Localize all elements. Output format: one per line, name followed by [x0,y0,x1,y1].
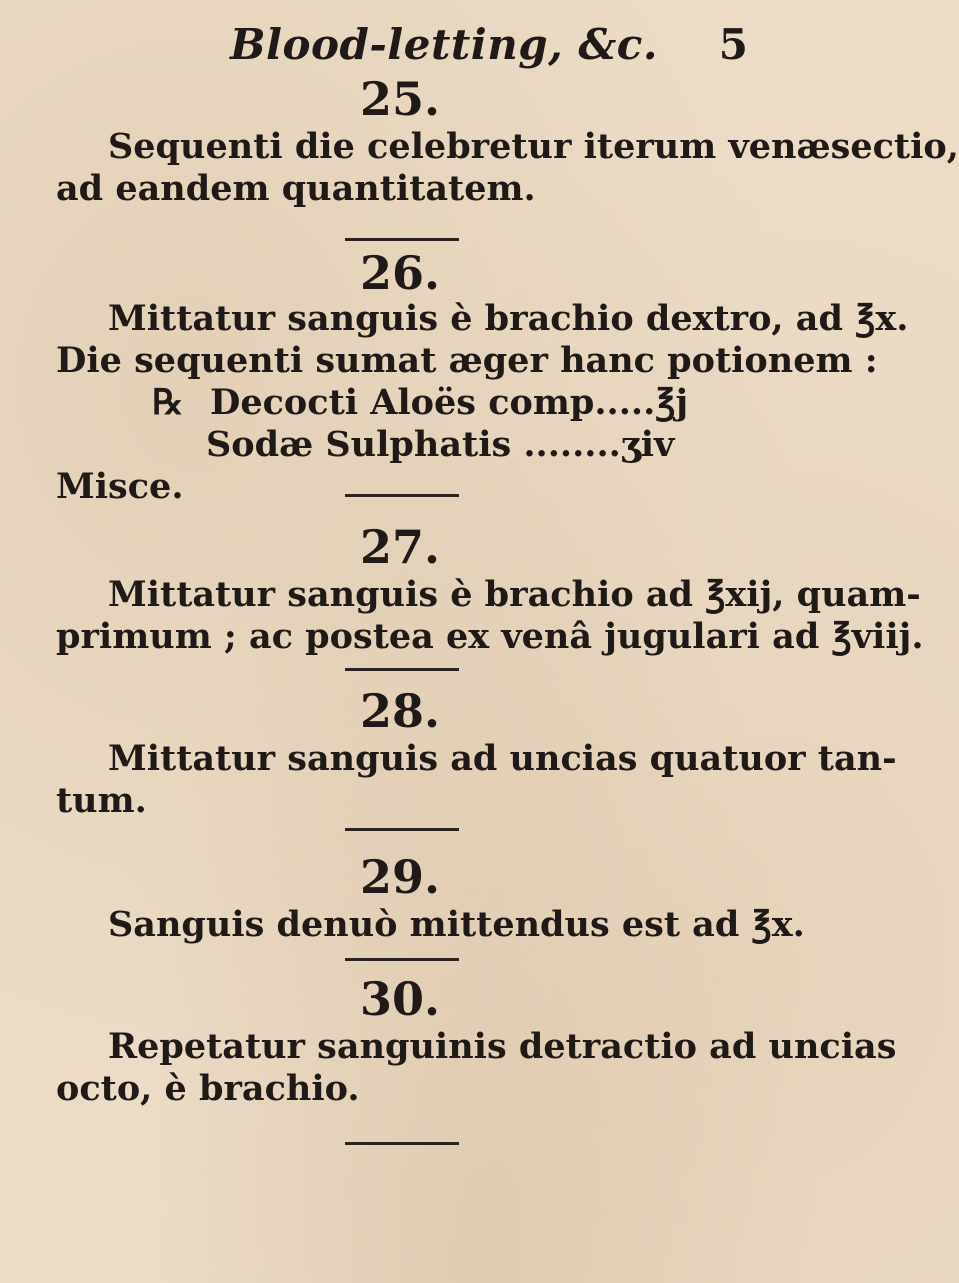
entry-number: 26. [359,246,441,300]
entry-number: 27. [359,520,441,574]
section-divider [345,828,459,831]
section-divider [345,958,459,961]
entry-text [0,126,959,210]
entry-text [0,574,924,658]
entry-text [0,1026,897,1110]
entry-number: 30. [359,972,441,1026]
text-line: primum ; ac postea ex venâ jugulari ad ℥viij. [56,616,924,657]
text-line: Sequenti die celebretur iterum venæsectio, [108,126,959,167]
entry-text [0,298,909,508]
text-line: Mittatur sanguis è brachio ad ℥xij, quam- [108,574,921,615]
text-line: Mittatur sanguis ad uncias quatuor tan- [108,738,897,779]
page-number: 5 [718,20,748,69]
section-divider [345,494,459,497]
section-divider [345,668,459,671]
prescription-line [0,382,800,424]
text-line: Mittatur sanguis è brachio dextro, ad ℥x. [108,298,909,339]
entry-text [0,738,897,822]
running-head [0,14,800,74]
section-divider [345,238,459,241]
text-line: Decocti Aloës comp.....℥j [210,382,689,423]
text-line: Die sequenti sumat æger hanc potionem : [56,340,878,381]
text-line: ad eandem quantitatem. [56,168,536,209]
running-title: Blood-letting, &c. [230,20,658,69]
text-line: tum. [56,780,147,821]
text-line: octo, è brachio. [56,1068,360,1109]
entry-number: 28. [359,684,441,738]
recipe-symbol-icon: ℞ [152,382,184,423]
text-line: Sanguis denuò mittendus est ad ℥x. [108,904,805,945]
text-line: Sodæ Sulphatis ........ʒiv [206,424,675,465]
entry-number: 29. [359,850,441,904]
text-line: Repetatur sanguinis detractio ad uncias [108,1026,897,1067]
entry-number: 25. [359,72,441,126]
section-divider [345,1142,459,1145]
entry-text [0,904,805,946]
text-line: Misce. [56,466,184,507]
